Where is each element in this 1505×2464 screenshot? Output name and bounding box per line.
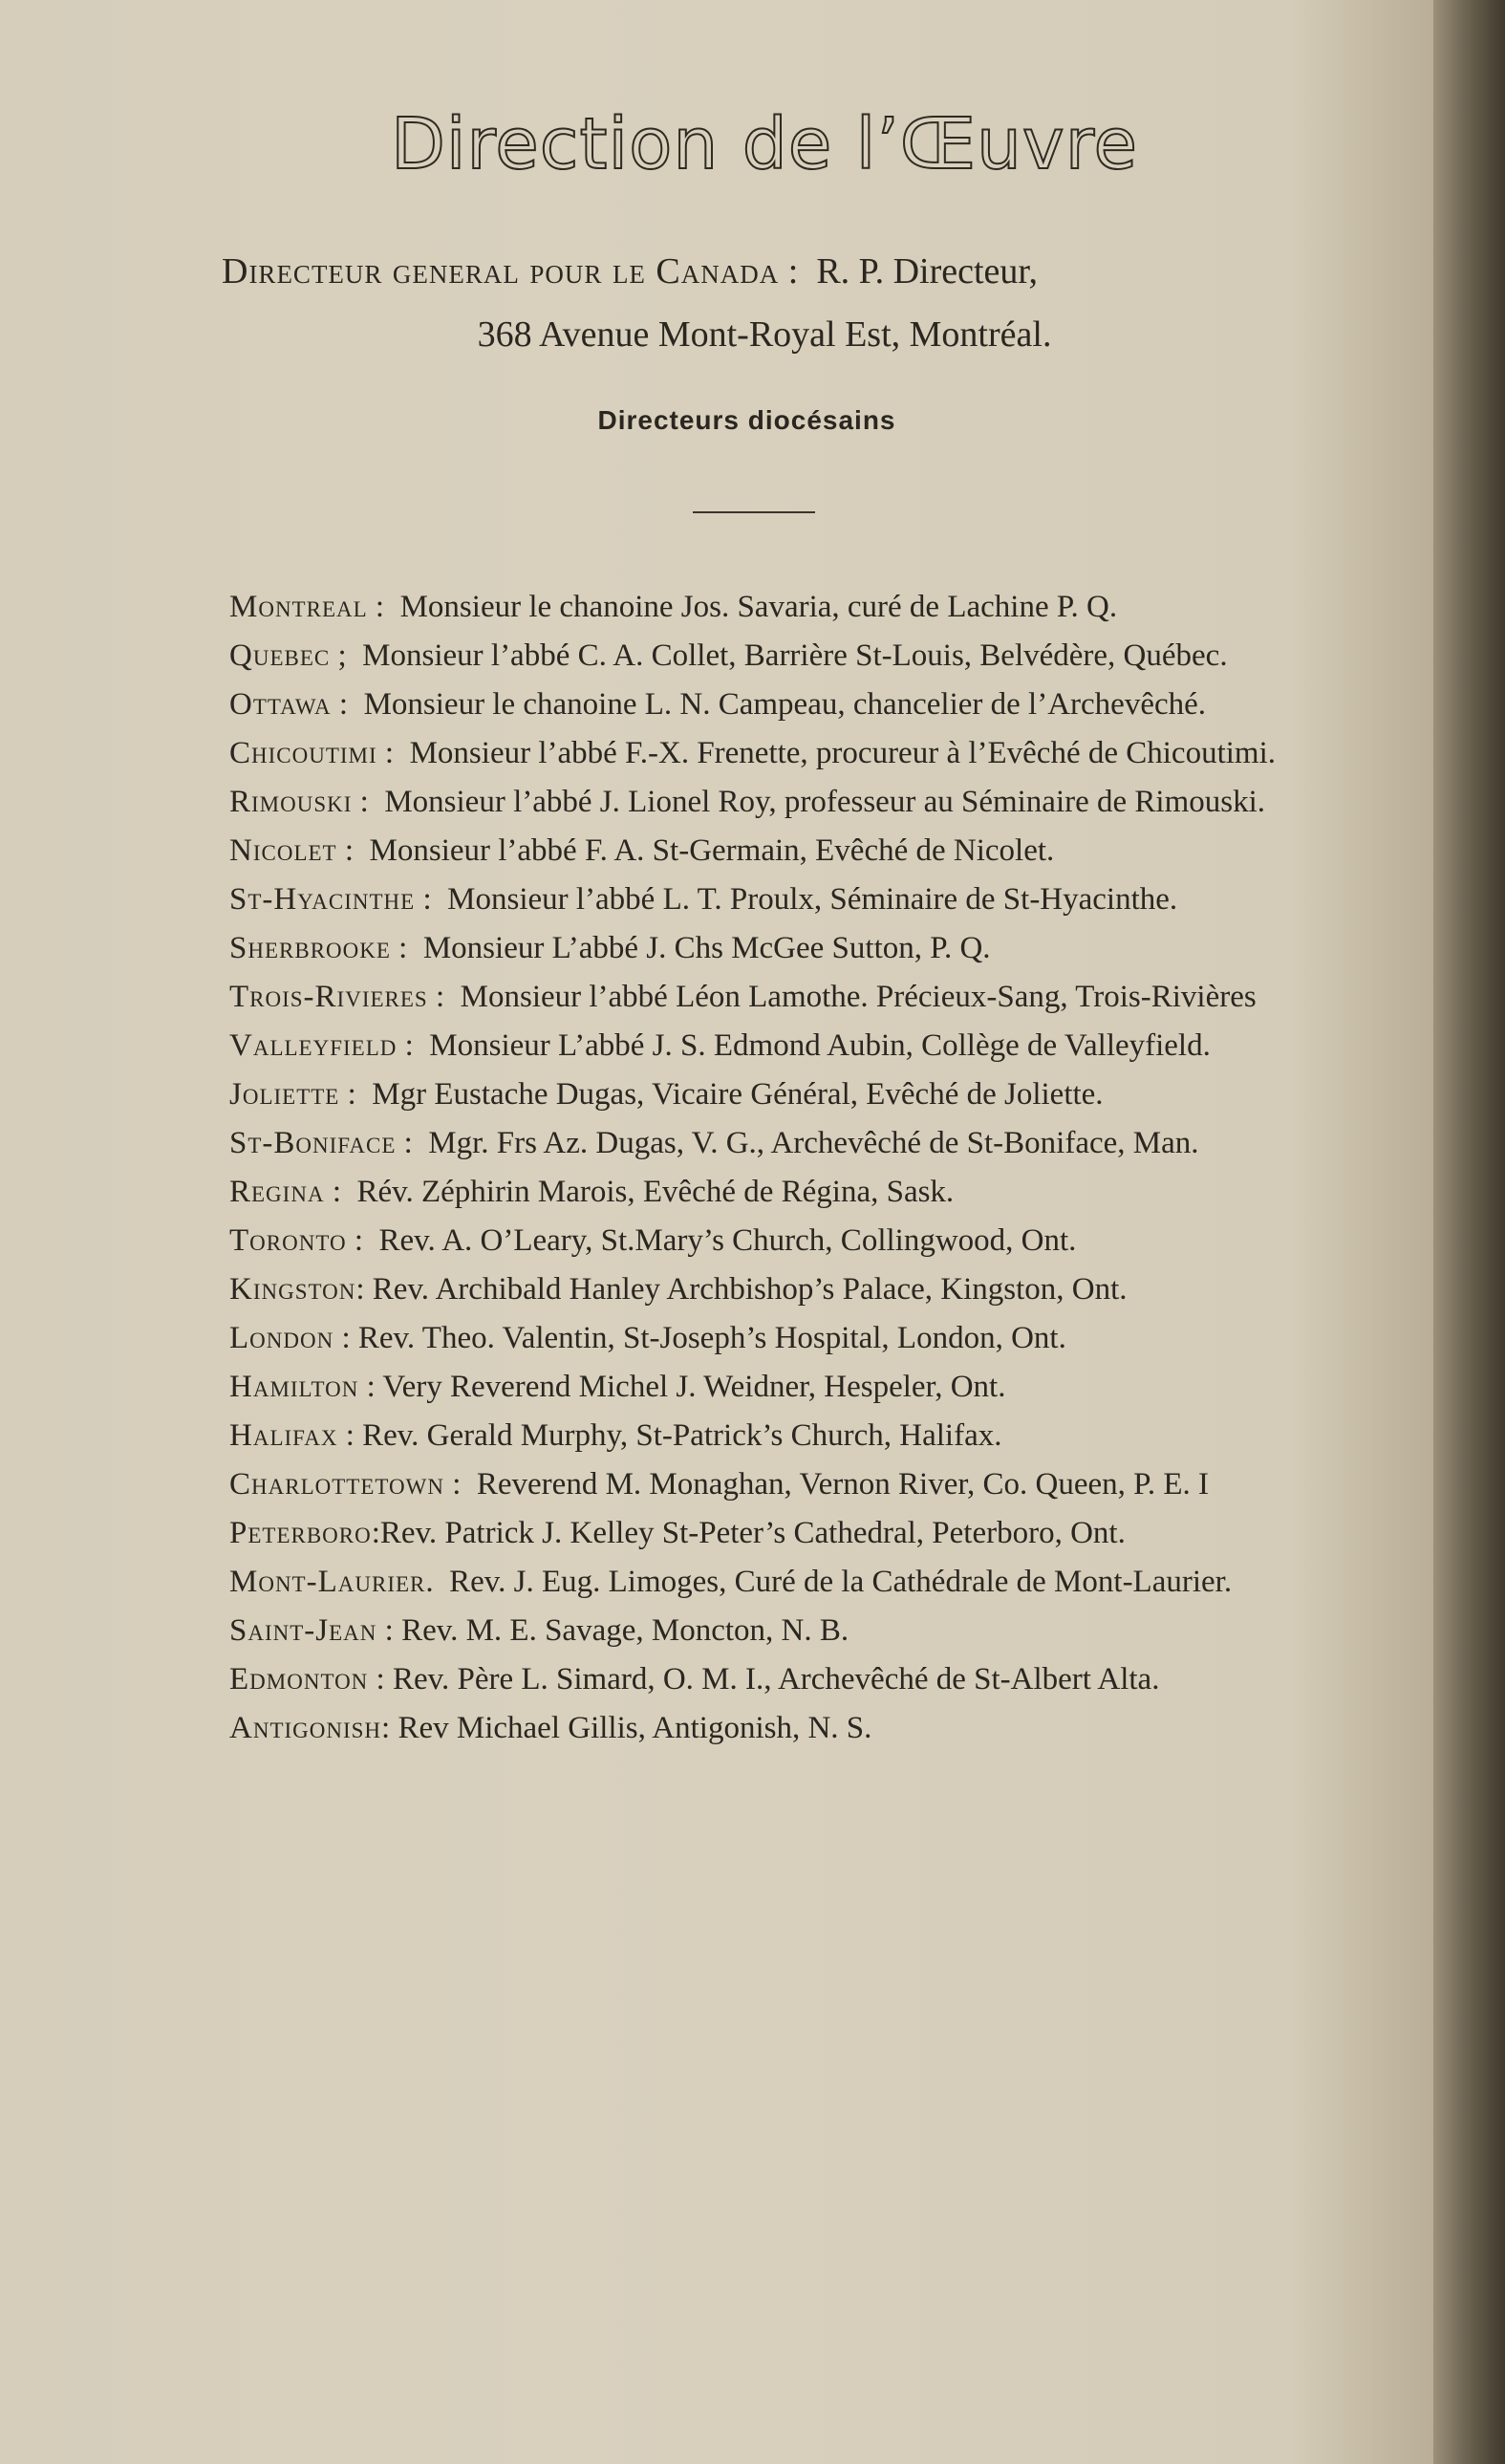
diocese-name: Charlottetown	[229, 1467, 444, 1502]
diocese-name: Rimouski	[229, 785, 353, 819]
diocese-entry	[197, 1704, 1319, 1753]
director-details: Monsieur le chanoine L. N. Campeau, chancelier de l’Archevêché.	[363, 687, 1207, 722]
diocese-name: Hamilton	[229, 1370, 359, 1404]
director-details: Monsieur L’abbé J. Chs McGee Sutton, P. Q.	[422, 931, 991, 965]
director-details: Rev. J. Eug. Limoges, Curé de la Cathédrale de Mont-Laurier.	[449, 1565, 1233, 1599]
diocese-entry	[197, 1509, 1319, 1558]
diocese-name: St-Boniface	[229, 1126, 397, 1160]
director-details: Monsieur l’abbé C. A. Collet, Barrière St-Louis, Belvédère, Québec.	[362, 638, 1228, 673]
diocese-name: Halifax	[229, 1418, 338, 1453]
diocese-separator: :	[352, 785, 385, 819]
diocese-separator: :	[358, 1370, 383, 1404]
diocese-name: Valleyfield	[229, 1028, 398, 1063]
diocese-separator: :	[331, 687, 364, 722]
diocese-separator: :	[324, 1175, 357, 1209]
diocese-separator: .	[425, 1565, 450, 1599]
diocese-name: Toronto	[229, 1223, 347, 1258]
diocese-separator: :	[368, 1662, 393, 1697]
director-details: Reverend M. Monaghan, Vernon River, Co. Queen, P. E. I	[476, 1467, 1209, 1502]
page-title: Direction de l’Œuvre	[390, 103, 1139, 185]
diocese-separator: :	[427, 980, 461, 1014]
diocese-name: St-Hyacinthe	[229, 882, 416, 917]
diocese-name: Antigonish	[229, 1711, 382, 1745]
director-details: Rev. Theo. Valentin, St-Joseph’s Hospital, London, Ont.	[357, 1321, 1066, 1355]
director-details: Rev. M. E. Savage, Moncton, N. B.	[401, 1613, 849, 1648]
diocese-name: Ottawa	[229, 687, 332, 722]
diocese-separator: :	[376, 1613, 402, 1648]
director-details: Monsieur l’abbé F.-X. Frenette, procureur à l’Evêché de Chicoutimi.	[409, 736, 1276, 770]
diocese-separator: ;	[330, 638, 363, 673]
director-details: Monsieur l’abbé L. T. Proulx, Séminaire de St-Hyacinthe.	[447, 882, 1178, 917]
diocese-separator: :	[371, 1516, 380, 1550]
diocese-separator: :	[339, 1077, 373, 1112]
diocese-entry	[197, 1460, 1319, 1509]
diocese-name: Joliette	[229, 1077, 340, 1112]
diocese-entry	[197, 1217, 1319, 1265]
director-details: Mgr Eustache Dugas, Vicaire Général, Evêché de Joliette.	[372, 1077, 1104, 1112]
diocese-name: Montreal	[229, 590, 368, 624]
diocese-entry	[197, 681, 1319, 729]
diocese-name: London	[229, 1321, 334, 1355]
diocese-entry	[197, 1070, 1319, 1119]
diocese-entry	[197, 583, 1319, 632]
diocese-separator: :	[397, 1028, 430, 1063]
director-details: Rev. Père L. Simard, O. M. I., Archevêché de St-Albert Alta.	[392, 1662, 1160, 1697]
diocese-entry	[197, 1363, 1319, 1412]
general-director-separator: :	[779, 251, 817, 292]
director-details: Mgr. Frs Az. Dugas, V. G., Archevêché de St-Boniface, Man.	[428, 1126, 1199, 1160]
diocese-entry	[197, 875, 1319, 924]
director-details: Rev. A. O’Leary, St.Mary’s Church, Collingwood, Ont.	[378, 1223, 1077, 1258]
section-subtitle: Directeurs diocésains	[597, 405, 896, 435]
director-details: Monsieur l’abbé Léon Lamothe. Précieux-Sang, Trois-Rivières	[460, 980, 1257, 1014]
director-details: Monsieur L’abbé J. S. Edmond Aubin, Collège de Valleyfield.	[429, 1028, 1211, 1063]
diocese-entry	[197, 1558, 1319, 1607]
diocese-separator: :	[390, 931, 423, 965]
book-spine-edge	[1433, 0, 1505, 2464]
diocese-entry	[197, 729, 1319, 778]
diocese-separator: :	[336, 833, 370, 868]
diocese-entry	[197, 778, 1319, 827]
director-details: Monsieur le chanoine Jos. Savaria, curé de Lachine P. Q.	[399, 590, 1118, 624]
diocese-separator: :	[333, 1321, 358, 1355]
general-director-address: 368 Avenue Mont-Royal Est, Montréal.	[477, 314, 1052, 355]
general-director-value: R. P. Directeur,	[816, 251, 1039, 292]
diocese-separator: :	[376, 736, 410, 770]
diocese-entry	[197, 1168, 1319, 1217]
diocese-name: Regina	[229, 1175, 325, 1209]
diocese-entry	[197, 1265, 1319, 1314]
diocese-entry	[197, 924, 1319, 973]
diocese-name: Quebec	[229, 638, 331, 673]
diocese-name: Nicolet	[229, 833, 337, 868]
general-director-label: Directeur general pour le Canada	[222, 251, 780, 292]
diocese-entry	[197, 1607, 1319, 1655]
diocesan-directors-list	[197, 583, 1319, 1753]
diocese-entry	[197, 1314, 1319, 1363]
diocese-name: Sherbrooke	[229, 931, 391, 965]
diocese-separator: :	[443, 1467, 477, 1502]
diocese-name: Mont-Laurier	[229, 1565, 426, 1599]
diocese-entry	[197, 1119, 1319, 1168]
diocese-entry	[197, 1412, 1319, 1460]
diocese-name: Chicoutimi	[229, 736, 377, 770]
director-details: Rev Michael Gillis, Antigonish, N. S.	[398, 1711, 872, 1745]
diocese-entry	[197, 827, 1319, 875]
diocese-entry	[197, 1655, 1319, 1704]
diocese-name: Edmonton	[229, 1662, 369, 1697]
diocese-separator: :	[415, 882, 448, 917]
director-details: Rev. Patrick J. Kelley St-Peter’s Cathedral, Peterboro, Ont.	[379, 1516, 1126, 1550]
diocese-entry	[197, 1022, 1319, 1070]
diocese-name: Trois-Rivieres	[229, 980, 428, 1014]
diocese-name: Peterboro	[229, 1516, 372, 1550]
director-details: Rev. Archibald Hanley Archbishop’s Palace, Kingston, Ont.	[372, 1272, 1128, 1307]
diocese-entry	[197, 632, 1319, 681]
diocese-separator: :	[346, 1223, 379, 1258]
diocese-separator: :	[355, 1272, 373, 1307]
diocese-separator: :	[367, 590, 400, 624]
diocese-separator: :	[337, 1418, 363, 1453]
director-details: Very Reverend Michel J. Weidner, Hespeler, Ont.	[382, 1370, 1006, 1404]
director-details: Rév. Zéphirin Marois, Evêché de Régina, Sask.	[356, 1175, 955, 1209]
diocese-separator: :	[381, 1711, 398, 1745]
diocese-entry	[197, 973, 1319, 1022]
diocese-name: Kingston	[229, 1272, 356, 1307]
director-details: Monsieur l’abbé F. A. St-Germain, Evêché de Nicolet.	[369, 833, 1055, 868]
general-director-line	[222, 250, 1038, 292]
director-details: Monsieur l’abbé J. Lionel Roy, professeur au Séminaire de Rimouski.	[384, 785, 1266, 819]
divider-rule	[693, 511, 815, 513]
director-details: Rev. Gerald Murphy, St-Patrick’s Church, Halifax.	[362, 1418, 1002, 1453]
diocese-name: Saint-Jean	[229, 1613, 377, 1648]
diocese-separator: :	[396, 1126, 429, 1160]
